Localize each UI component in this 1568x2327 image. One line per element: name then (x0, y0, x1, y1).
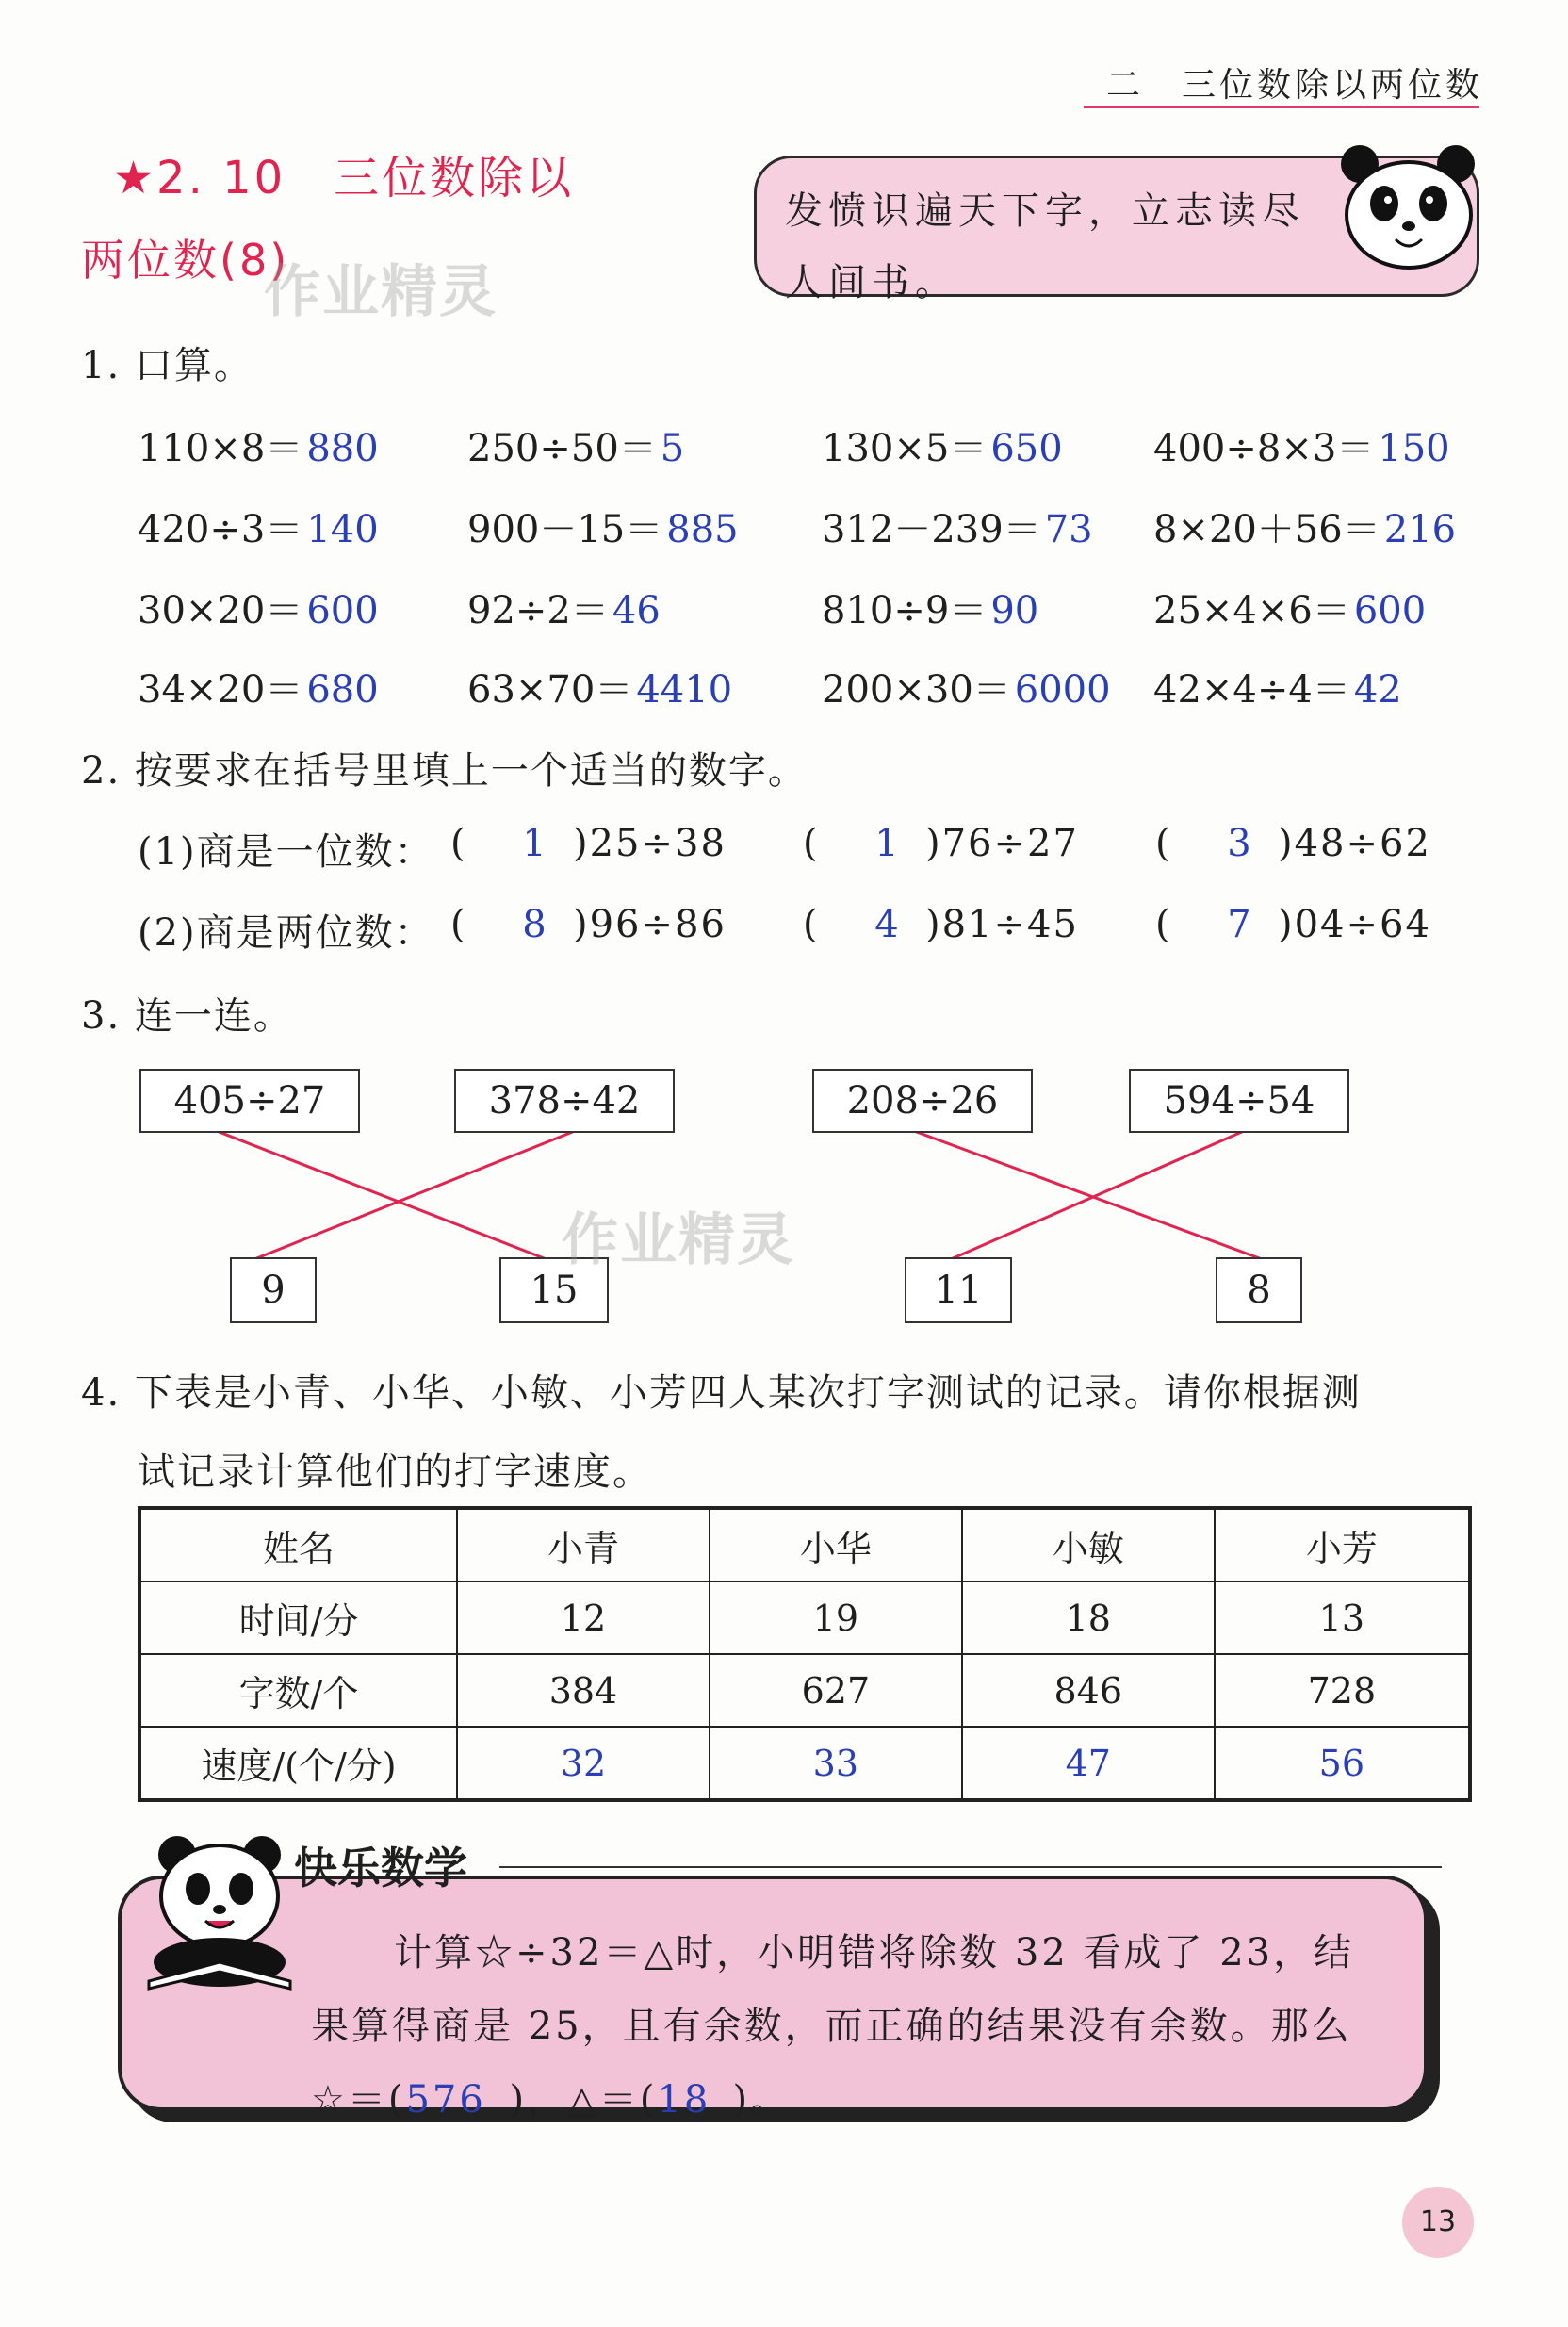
table-header-cell: 小敏 (962, 1508, 1215, 1581)
calc-expression: 900－15＝ (467, 508, 663, 551)
table-header-cell: 小青 (457, 1508, 710, 1581)
row-label: 字数/个 (139, 1654, 457, 1727)
calc-expression: 130×5＝ (822, 427, 988, 470)
answer-cell[interactable]: 32 (457, 1727, 710, 1800)
watermark: 作业精灵 (264, 259, 498, 325)
calc-answer[interactable]: 90 (990, 589, 1039, 632)
table-cell: 12 (457, 1581, 710, 1654)
page-number: 13 (1402, 2187, 1474, 2258)
lesson-title-line2: 两位数(8) (81, 235, 290, 286)
calc-expression: 25×4×6＝ (1153, 589, 1350, 632)
star-prefix: ☆＝( (311, 2078, 406, 2122)
calc-answer[interactable]: 140 (306, 508, 379, 551)
calc-answer[interactable]: 150 (1378, 427, 1450, 470)
open-paren: ( (803, 822, 820, 865)
q4-title-line1: 4. 下表是小青、小华、小敏、小芳四人某次打字测试的记录。请你根据测 (81, 1371, 1362, 1415)
table-cell: 19 (710, 1581, 962, 1654)
calc-answer[interactable]: 600 (306, 589, 379, 632)
open-paren: ( (450, 903, 467, 946)
row-label: 速度/(个/分) (139, 1727, 457, 1800)
open-paren: ( (803, 903, 820, 946)
calc-expression: 8×20＋56＝ (1153, 508, 1380, 551)
table-header-cell: 小芳 (1215, 1508, 1470, 1581)
calc-expression: 312－239＝ (822, 508, 1041, 551)
calc-answer[interactable]: 42 (1353, 668, 1402, 712)
panda-reading-icon (139, 1830, 300, 1991)
q2-answer[interactable]: 7 (1227, 903, 1253, 946)
table-header-row (139, 1508, 1470, 1581)
q2-expression: )81÷45 (925, 903, 1079, 946)
match-bottom-3[interactable]: 11 (905, 1257, 1012, 1323)
q2-answer[interactable]: 1 (874, 822, 901, 865)
match-top-1[interactable]: 405÷27 (139, 1069, 360, 1133)
answer-cell[interactable]: 56 (1215, 1727, 1470, 1800)
calc-answer[interactable]: 650 (990, 427, 1063, 470)
q2-answer[interactable]: 8 (522, 903, 548, 946)
table-cell: 846 (962, 1654, 1215, 1727)
table-header-cell: 小华 (710, 1508, 962, 1581)
match-top-3[interactable]: 208÷26 (812, 1069, 1033, 1133)
watermark-2: 作业精灵 (562, 1207, 795, 1273)
q2-expression: )25÷38 (573, 822, 727, 865)
calc-answer[interactable]: 4410 (636, 668, 733, 712)
calc-answer[interactable]: 880 (306, 427, 379, 470)
q2-title: 2. 按要求在括号里填上一个适当的数字。 (81, 749, 808, 793)
match-bottom-2[interactable]: 15 (499, 1257, 609, 1323)
calc-answer[interactable]: 885 (666, 508, 739, 551)
calc-answer[interactable]: 5 (660, 427, 685, 470)
happy-title-rule (499, 1866, 1442, 1868)
chapter-header: 二 三位数除以两位数 (1105, 66, 1483, 105)
open-paren: ( (1155, 822, 1172, 865)
match-bottom-4[interactable]: 8 (1216, 1257, 1302, 1323)
happy-math-title: 快乐数学 (294, 1843, 467, 1893)
calc-expression: 110×8＝ (138, 427, 303, 470)
star-answer[interactable]: 576 (405, 2078, 486, 2122)
triangle-answer[interactable]: 18 (657, 2078, 711, 2122)
q4-title-line2: 试记录计算他们的打字速度。 (138, 1450, 652, 1494)
happy-line1: 计算☆÷32＝△时，小明错将除数 32 看成了 23，结 (394, 1931, 1355, 1975)
q2-answer[interactable]: 1 (522, 822, 548, 865)
lesson-title-line1: ★2. 10 三位数除以 (113, 152, 575, 205)
calc-answer[interactable]: 680 (306, 668, 379, 712)
q2-expression: )96÷86 (573, 903, 727, 946)
q2-expression: )48÷62 (1278, 822, 1431, 865)
match-top-4[interactable]: 594÷54 (1129, 1069, 1349, 1133)
row-label: 时间/分 (139, 1581, 457, 1654)
table-row (139, 1654, 1470, 1727)
calc-answer[interactable]: 600 (1353, 589, 1427, 632)
q2-row1-label: (1)商是一位数： (138, 830, 434, 874)
table-row (139, 1581, 1470, 1654)
calc-expression: 420÷3＝ (138, 508, 303, 551)
q2-expression: )76÷27 (925, 822, 1079, 865)
calc-answer[interactable]: 73 (1044, 508, 1093, 551)
table-cell: 384 (457, 1654, 710, 1727)
q2-answer[interactable]: 4 (874, 903, 901, 946)
motto-text: 发愤识遍天下字，立志读尽人间书。 (785, 189, 1305, 304)
match-line (245, 1131, 575, 1263)
table-row (139, 1727, 1470, 1800)
match-line (217, 1131, 556, 1263)
answer-cell[interactable]: 33 (710, 1727, 962, 1800)
q1-title: 1. 口算。 (81, 344, 253, 387)
match-bottom-1[interactable]: 9 (230, 1257, 317, 1323)
table-cell: 13 (1215, 1581, 1470, 1654)
calc-expression: 250÷50＝ (467, 427, 657, 470)
q3-title: 3. 连一连。 (81, 994, 293, 1038)
calc-expression: 810÷9＝ (822, 589, 988, 632)
open-paren: ( (450, 822, 467, 865)
happy-suffix: )。 (732, 2078, 792, 2122)
match-line (942, 1131, 1244, 1263)
match-top-2[interactable]: 378÷42 (454, 1069, 675, 1133)
table-cell: 18 (962, 1581, 1215, 1654)
calc-expression: 42×4÷4＝ (1153, 668, 1350, 712)
q2-expression: )04÷64 (1278, 903, 1431, 946)
calc-answer[interactable]: 46 (612, 589, 661, 632)
q2-row2-label: (2)商是两位数： (138, 911, 434, 955)
table-cell: 627 (710, 1654, 962, 1727)
calc-expression: 30×20＝ (138, 589, 303, 632)
happy-line3 (311, 2070, 791, 2123)
calc-answer[interactable]: 6000 (1014, 668, 1111, 712)
q2-answer[interactable]: 3 (1227, 822, 1253, 865)
typing-speed-table (138, 1506, 1472, 1802)
calc-answer[interactable]: 216 (1383, 508, 1457, 551)
table-cell: 728 (1215, 1654, 1470, 1727)
happy-line2: 果算得商是 25，且有余数，而正确的结果没有余数。那么 (311, 2005, 1352, 2048)
calc-expression: 34×20＝ (138, 668, 303, 712)
open-paren: ( (1155, 903, 1172, 946)
table-header-cell: 姓名 (139, 1508, 457, 1581)
calc-expression: 200×30＝ (822, 668, 1011, 712)
happy-mid: )，△＝( (509, 2078, 658, 2122)
answer-cell[interactable]: 47 (962, 1727, 1215, 1800)
calc-expression: 92÷2＝ (467, 589, 609, 632)
calc-expression: 400÷8×3＝ (1153, 427, 1375, 470)
calc-expression: 63×70＝ (467, 668, 633, 712)
